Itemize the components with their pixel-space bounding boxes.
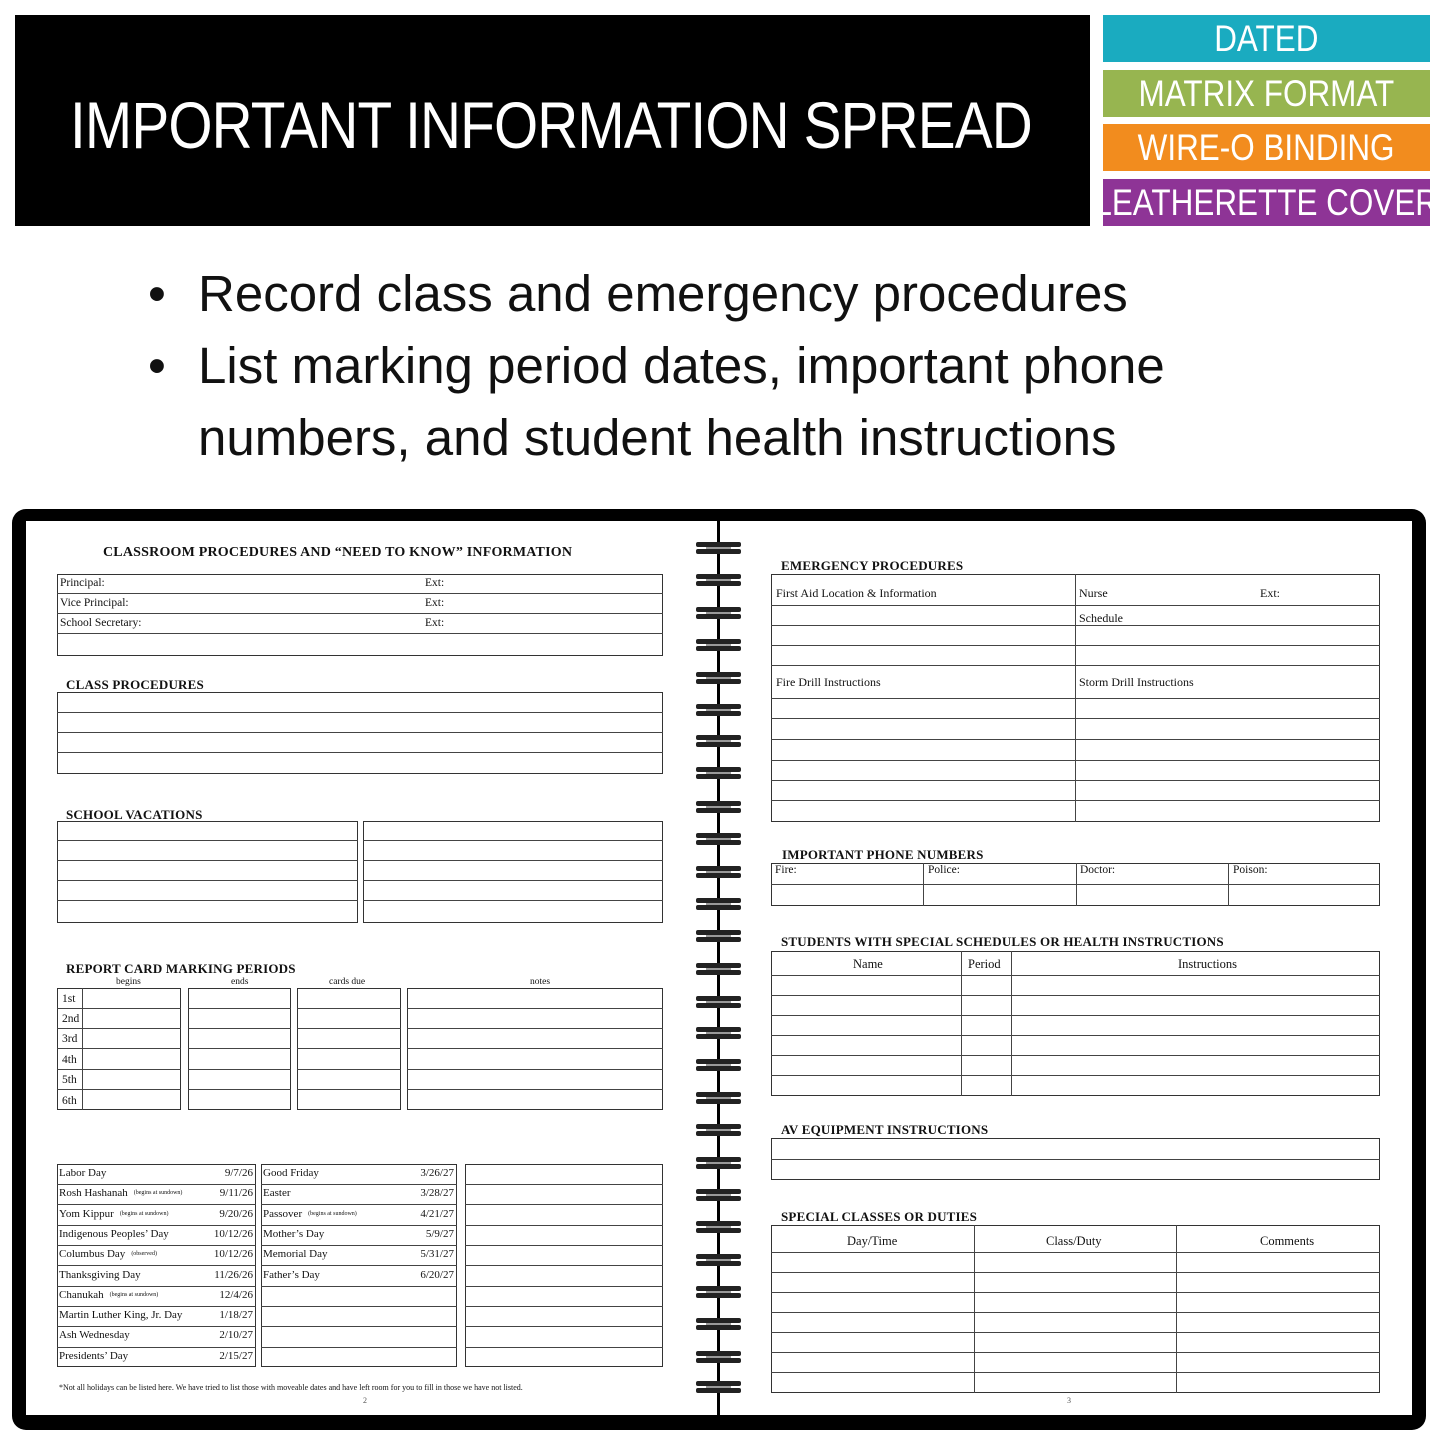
phone-numbers-heading: IMPORTANT PHONE NUMBERS xyxy=(782,847,984,862)
tag-dated: DATED xyxy=(1103,15,1430,62)
binding-ring xyxy=(696,607,741,619)
binding-ring xyxy=(696,1059,741,1071)
binding-ring xyxy=(696,801,741,813)
period-column: Period xyxy=(968,957,1001,971)
rule-line xyxy=(57,1069,181,1070)
holiday-name: Chanukah xyxy=(59,1288,104,1301)
holiday-date: 2/15/27 xyxy=(219,1349,253,1362)
binding-ring xyxy=(696,1381,741,1393)
rule-line xyxy=(771,1312,1380,1313)
rule-line xyxy=(771,975,1380,976)
bullet-item: • List marking period dates, important phone numbers, and student health instructions xyxy=(148,330,1278,474)
marking-ends-box xyxy=(188,988,291,1110)
page-number-right: 3 xyxy=(1067,1396,1071,1405)
comments-column: Comments xyxy=(1260,1234,1315,1248)
rule-line xyxy=(261,1306,457,1307)
tag-leatherette-cover: LEATHERETTE COVER xyxy=(1103,179,1430,226)
holiday-name: Passover xyxy=(263,1207,303,1220)
rule-line xyxy=(57,1028,181,1029)
holiday-name: Memorial Day xyxy=(263,1248,328,1261)
holiday-name: Father’s Day xyxy=(263,1268,320,1281)
rule-line xyxy=(57,1089,181,1090)
name-column: Name xyxy=(853,957,883,971)
rule-line xyxy=(771,760,1380,761)
special-classes-heading: SPECIAL CLASSES OR DUTIES xyxy=(781,1209,978,1224)
rule-line xyxy=(407,1048,663,1049)
binding-ring xyxy=(696,898,741,910)
binding-ring xyxy=(696,930,741,942)
page-number-left: 2 xyxy=(363,1396,367,1405)
school-secretary-label: School Secretary: xyxy=(60,617,142,629)
rule-line xyxy=(261,1347,457,1348)
storm-drill-label: Storm Drill Instructions xyxy=(1079,675,1194,689)
binding-ring xyxy=(696,1351,741,1363)
rule-line xyxy=(261,1245,457,1246)
bullet-item: • Record class and emergency procedures xyxy=(148,258,1278,330)
schedule-label: Schedule xyxy=(1079,611,1123,625)
rule-line xyxy=(771,625,1380,626)
rule-line xyxy=(57,1245,256,1246)
rule-line xyxy=(771,605,1380,606)
first-aid-label: First Aid Location & Information xyxy=(776,586,937,600)
rule-line xyxy=(57,1204,256,1205)
rule-line xyxy=(297,1048,401,1049)
period-1st: 1st xyxy=(62,993,76,1005)
binding-ring xyxy=(696,833,741,845)
binding-ring xyxy=(696,542,741,554)
nurse-label: Nurse xyxy=(1079,586,1108,600)
rule-line xyxy=(407,1028,663,1029)
period-6th: 6th xyxy=(62,1095,77,1107)
holiday-date: 2/10/27 xyxy=(219,1329,253,1342)
holiday-note: (begins at sundown) xyxy=(133,1190,183,1197)
left-page-title: CLASSROOM PROCEDURES AND “NEED TO KNOW” INFORMATION xyxy=(103,545,573,560)
holiday-name: Presidents’ Day xyxy=(59,1349,129,1362)
marking-begins-box xyxy=(57,988,181,1110)
rule-line xyxy=(57,1265,256,1266)
column-ends: ends xyxy=(231,977,249,987)
binding-ring xyxy=(696,963,741,975)
period-2nd: 2nd xyxy=(62,1013,80,1025)
rule-line xyxy=(188,1008,291,1009)
binding-ring xyxy=(696,1092,741,1104)
holiday-date: 9/11/26 xyxy=(219,1187,253,1200)
column-cards-due: cards due xyxy=(329,977,366,987)
rule-line xyxy=(57,1048,181,1049)
binding-ring xyxy=(696,1286,741,1298)
rule-line xyxy=(771,1075,1380,1076)
holiday-note: (begins at sundown) xyxy=(308,1210,357,1217)
rule-line xyxy=(771,698,1380,699)
holiday-date: 4/21/27 xyxy=(420,1207,454,1220)
rule-line xyxy=(57,1008,181,1009)
special-classes-table xyxy=(771,1225,1380,1393)
fire-phone-label: Fire: xyxy=(775,864,797,876)
emergency-heading: EMERGENCY PROCEDURES xyxy=(781,558,964,573)
holiday-date: 9/20/26 xyxy=(219,1207,253,1220)
rule-line xyxy=(261,1265,457,1266)
vacations-box-left xyxy=(57,821,358,923)
rule-line xyxy=(465,1225,663,1226)
nurse-ext-label: Ext: xyxy=(1260,586,1280,600)
period-4th: 4th xyxy=(62,1054,77,1066)
holiday-name: Yom Kippur xyxy=(59,1207,114,1220)
holiday-date: 11/26/26 xyxy=(214,1268,253,1281)
binding-ring xyxy=(696,704,741,716)
binding-ring xyxy=(696,767,741,779)
holiday-date: 5/31/27 xyxy=(420,1248,454,1261)
rule-line xyxy=(297,1008,401,1009)
rule-line xyxy=(261,1286,457,1287)
rule-line xyxy=(771,718,1380,719)
special-students-heading: STUDENTS WITH SPECIAL SCHEDULES OR HEALTH INSTRUCTIONS xyxy=(781,934,1224,949)
fire-drill-label: Fire Drill Instructions xyxy=(776,675,881,689)
rule-line xyxy=(771,645,1380,646)
rule-line xyxy=(771,1015,1380,1016)
ext-label: Ext: xyxy=(425,617,445,629)
binding-ring xyxy=(696,639,741,651)
school-vacations-heading: SCHOOL VACATIONS xyxy=(66,807,203,822)
rule-line xyxy=(465,1245,663,1246)
holiday-name: Good Friday xyxy=(263,1167,319,1179)
rule-line xyxy=(297,1089,401,1090)
rule-line xyxy=(771,1372,1380,1373)
rule-line xyxy=(188,1089,291,1090)
holiday-date: 3/28/27 xyxy=(420,1187,454,1200)
marking-periods-heading: REPORT CARD MARKING PERIODS xyxy=(66,961,296,976)
poison-phone-label: Poison: xyxy=(1233,864,1268,876)
holiday-name: Thanksgiving Day xyxy=(59,1268,141,1281)
rule-line xyxy=(188,1028,291,1029)
rule-line xyxy=(465,1347,663,1348)
binding-ring xyxy=(696,1027,741,1039)
holiday-note: (begins at sundown) xyxy=(109,1291,159,1298)
class-duty-column: Class/Duty xyxy=(1046,1234,1102,1248)
holiday-note: (begins at sundown) xyxy=(119,1210,169,1217)
rule-line xyxy=(771,995,1380,996)
rule-line xyxy=(57,1184,256,1185)
rule-line xyxy=(261,1204,457,1205)
rule-line xyxy=(771,1352,1380,1353)
marking-notes-box xyxy=(407,988,663,1110)
binding-ring xyxy=(696,574,741,586)
holiday-name: Mother’s Day xyxy=(263,1227,325,1240)
rule-line xyxy=(771,1252,1380,1253)
rule-line xyxy=(771,1292,1380,1293)
rule-line xyxy=(188,1069,291,1070)
rule-line xyxy=(771,1055,1380,1056)
rule-line xyxy=(771,665,1380,666)
police-phone-label: Police: xyxy=(928,864,960,876)
holiday-name: Columbus Day xyxy=(59,1248,126,1261)
binding-ring xyxy=(696,735,741,747)
tag-wire-o-binding: WIRE-O BINDING xyxy=(1103,124,1430,171)
feature-bullets xyxy=(148,258,1278,474)
vice-principal-label: Vice Principal: xyxy=(60,597,129,609)
holiday-date: 5/9/27 xyxy=(425,1227,454,1240)
rule-line xyxy=(771,1332,1380,1333)
holiday-date: 6/20/27 xyxy=(420,1268,454,1281)
rule-line xyxy=(465,1286,663,1287)
day-time-column: Day/Time xyxy=(847,1234,898,1248)
rule-line xyxy=(297,1028,401,1029)
instructions-column: Instructions xyxy=(1178,957,1238,971)
rule-line xyxy=(465,1184,663,1185)
holiday-name: Rosh Hashanah xyxy=(59,1187,128,1200)
binding-ring xyxy=(696,1124,741,1136)
holiday-name: Martin Luther King, Jr. Day xyxy=(59,1309,183,1322)
binding-ring xyxy=(696,1157,741,1169)
rule-line xyxy=(407,1069,663,1070)
column-notes: notes xyxy=(530,977,551,987)
binding-ring xyxy=(696,1189,741,1201)
rule-line xyxy=(771,800,1380,801)
holiday-date: 9/7/26 xyxy=(224,1167,253,1179)
holiday-date: 10/12/26 xyxy=(213,1227,253,1240)
rule-line xyxy=(465,1204,663,1205)
rule-line xyxy=(771,780,1380,781)
class-procedures-heading: CLASS PROCEDURES xyxy=(66,677,204,692)
header-banner xyxy=(15,15,1090,226)
holiday-name: Labor Day xyxy=(59,1167,107,1179)
holiday-date: 12/4/26 xyxy=(219,1288,253,1301)
holiday-name: Indigenous Peoples’ Day xyxy=(59,1227,169,1240)
vacations-box-right xyxy=(363,821,663,923)
holiday-date: 10/12/26 xyxy=(213,1248,253,1261)
column-begins: begins xyxy=(116,977,141,987)
rule-line xyxy=(771,739,1380,740)
holiday-name: Ash Wednesday xyxy=(59,1329,130,1342)
holiday-footnote: *Not all holidays can be listed here. We have tried to list those with moveable dates and have left room for you to fill in those we have not listed. xyxy=(59,1383,523,1392)
banner-title: IMPORTANT INFORMATION SPREAD xyxy=(70,88,1032,162)
rule-line xyxy=(188,1048,291,1049)
doctor-phone-label: Doctor: xyxy=(1080,864,1116,876)
ext-label: Ext: xyxy=(425,597,445,609)
rule-line xyxy=(407,1008,663,1009)
holiday-date: 3/26/27 xyxy=(420,1167,454,1179)
rule-line xyxy=(57,1286,256,1287)
holiday-date: 1/18/27 xyxy=(219,1309,253,1322)
binding-ring xyxy=(696,996,741,1008)
rule-line xyxy=(407,1089,663,1090)
ext-label: Ext: xyxy=(425,577,445,589)
holiday-note: (observed) xyxy=(131,1251,157,1258)
binding-ring xyxy=(696,1318,741,1330)
period-5th: 5th xyxy=(62,1074,77,1086)
rule-line xyxy=(57,1306,256,1307)
rule-line xyxy=(465,1265,663,1266)
tag-matrix-format: MATRIX FORMAT xyxy=(1103,70,1430,117)
binding-ring xyxy=(696,1254,741,1266)
binding-ring xyxy=(696,1221,741,1233)
rule-line xyxy=(465,1326,663,1327)
binding-ring xyxy=(696,672,741,684)
rule-line xyxy=(57,1326,256,1327)
class-procedures-box xyxy=(57,692,663,774)
binding-ring xyxy=(696,866,741,878)
contacts-box xyxy=(57,574,663,656)
rule-line xyxy=(261,1225,457,1226)
principal-label: Principal: xyxy=(60,577,105,589)
rule-line xyxy=(261,1184,457,1185)
av-equipment-heading: AV EQUIPMENT INSTRUCTIONS xyxy=(781,1122,989,1137)
rule-line xyxy=(771,1035,1380,1036)
rule-line xyxy=(57,1347,256,1348)
rule-line xyxy=(297,1069,401,1070)
marking-cards-due-box xyxy=(297,988,401,1110)
period-3rd: 3rd xyxy=(62,1033,78,1045)
rule-line xyxy=(261,1326,457,1327)
rule-line xyxy=(771,1272,1380,1273)
rule-line xyxy=(57,1225,256,1226)
rule-line xyxy=(465,1306,663,1307)
holiday-name: Easter xyxy=(263,1187,291,1200)
